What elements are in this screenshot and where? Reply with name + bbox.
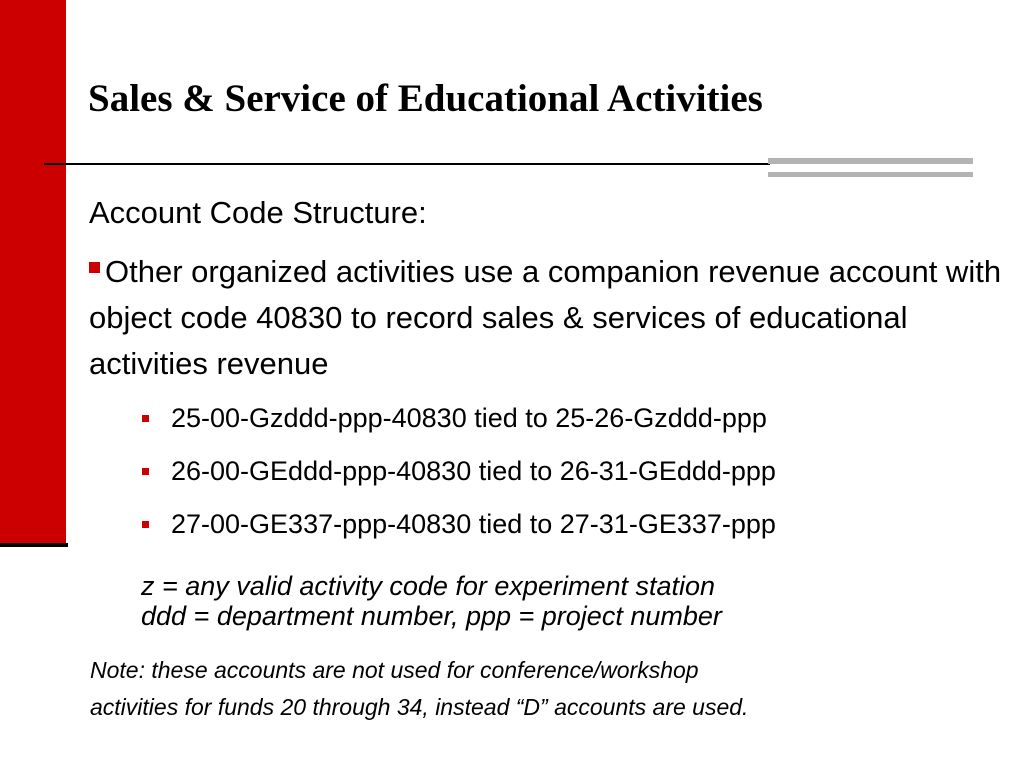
section-heading: Account Code Structure:	[89, 195, 427, 230]
legend-line: ddd = department number, ppp = project number	[141, 601, 722, 631]
title-underline	[44, 163, 770, 165]
footnote	[90, 652, 1010, 726]
list-item	[140, 449, 776, 502]
code-legend	[141, 571, 722, 631]
title-accent-rule-upper	[768, 158, 973, 164]
list-item	[140, 396, 776, 449]
account-code-list	[140, 396, 776, 555]
square-bullet-icon	[142, 415, 149, 422]
list-item-text: 25-00-Gzddd-ppp-40830 tied to 25-26-Gzddd-ppp	[171, 403, 767, 433]
square-bullet-icon	[142, 521, 149, 528]
main-bullet	[89, 249, 1009, 387]
side-accent-bar	[0, 0, 66, 545]
title-accent-rule-lower	[768, 172, 973, 177]
square-bullet-icon	[89, 262, 100, 273]
footnote-line: activities for funds 20 through 34, instead “D” accounts are used.	[90, 694, 749, 720]
slide-title: Sales & Service of Educational Activities	[88, 77, 763, 120]
list-item-text: 26-00-GEddd-ppp-40830 tied to 26-31-GEddd-ppp	[171, 456, 776, 486]
legend-line: z = any valid activity code for experiment station	[141, 571, 716, 601]
main-bullet-text: Other organized activities use a companion revenue account with object code 40830 to record sales & services of educational activities revenue	[89, 254, 1002, 381]
side-bar-foot-rule	[0, 543, 68, 547]
footnote-line: Note: these accounts are not used for conference/workshop	[90, 657, 699, 683]
list-item-text: 27-00-GE337-ppp-40830 tied to 27-31-GE337-ppp	[171, 509, 776, 539]
square-bullet-icon	[142, 468, 149, 475]
list-item	[140, 502, 776, 555]
